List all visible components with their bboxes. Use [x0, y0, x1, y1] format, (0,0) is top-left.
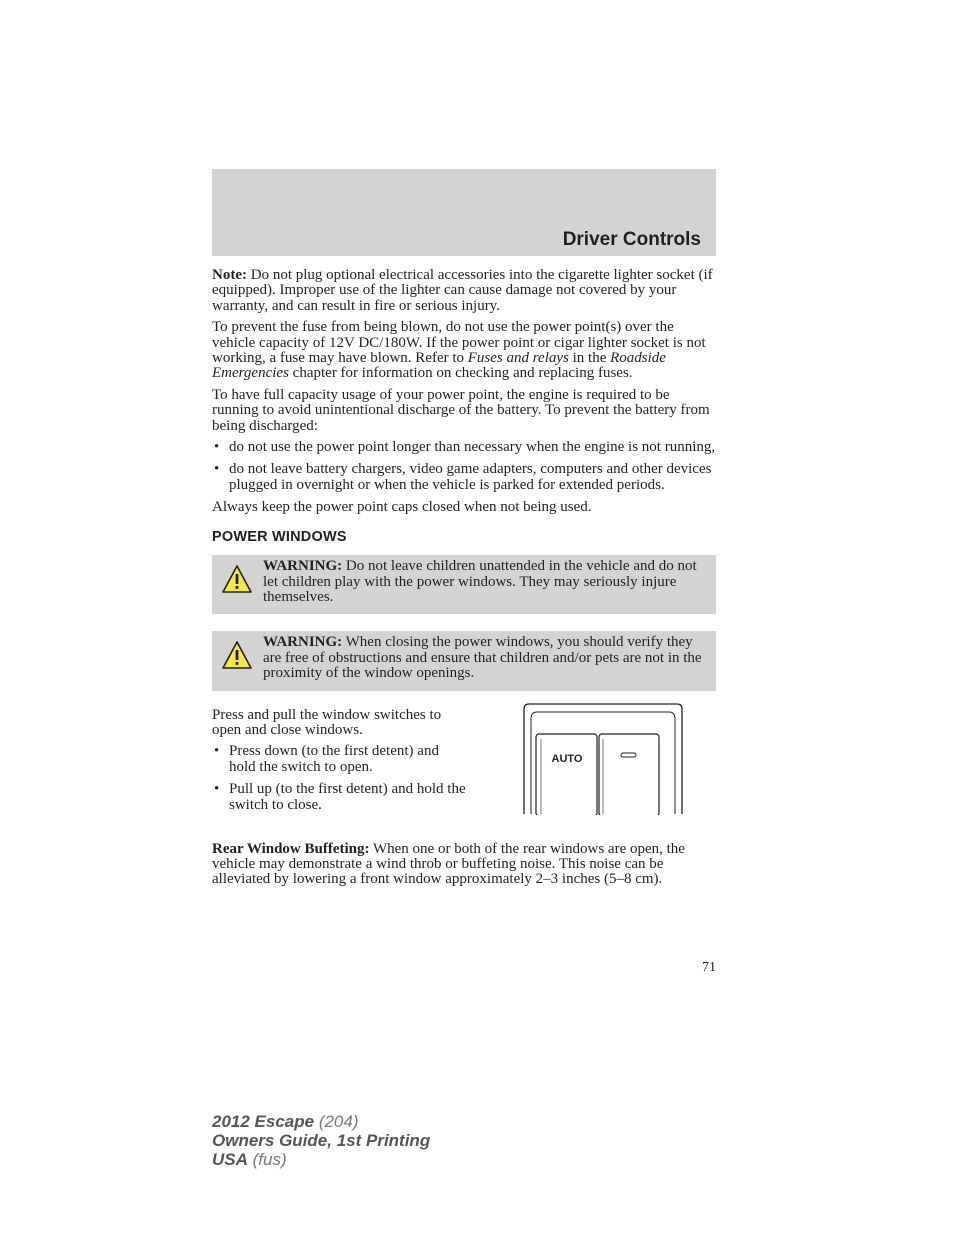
- footer-guide: Owners Guide, 1st Printing: [212, 1131, 431, 1150]
- window-bullet-list: [212, 744, 467, 813]
- footer-model: 2012 Escape: [212, 1112, 315, 1131]
- window-instructions: [212, 708, 467, 820]
- fuse-text-3: chapter for information on checking and replacing fuses.: [288, 365, 633, 382]
- list-item-text: do not use the power point longer than necessary when the engine is not running,: [229, 439, 716, 456]
- rear-buffeting-text: When one or both of the rear windows are open, the vehicle may demonstrate a wind throb or buffeting noise. This noise can be alleviated by lowering a front window approximately 2–3 inches (5–8 cm).: [212, 840, 685, 888]
- fuse-text-1: To prevent the fuse from being blown, do not use the power point(s) over the vehicle capacity of 12V DC/180W. If the power point or cigar lighter socket is not working, a fuse may have blown. Refer to: [212, 319, 706, 367]
- caps-paragraph: Always keep the power point caps closed when not being used.: [212, 499, 592, 516]
- warning-box: [212, 631, 716, 690]
- footer-guide-line: [212, 1131, 430, 1150]
- footer-market: USA: [212, 1150, 248, 1169]
- window-intro: Press and pull the window switches to open and close windows.: [212, 706, 442, 738]
- warning-triangle-icon: [221, 640, 253, 670]
- list-item: [212, 462, 716, 493]
- footer-market-code: (fus): [247, 1150, 287, 1169]
- capacity-bullet-list: [212, 440, 716, 493]
- footer-market-line: [212, 1150, 430, 1169]
- warning-text: When closing the power windows, you should verify they are free of obstructions and ensure that children and/or pets are not in the proximity of the window openings.: [263, 634, 702, 682]
- fuses-relays-reference: Fuses and relays: [467, 350, 569, 367]
- footer-model-line: [212, 1112, 430, 1131]
- fuse-text-2: in the: [568, 350, 611, 367]
- note-label: Note:: [212, 267, 247, 283]
- fuse-paragraph: [212, 320, 716, 382]
- warning-label: WARNING:: [263, 634, 343, 651]
- warning-label: WARNING:: [263, 558, 343, 575]
- note-paragraph: [212, 268, 716, 314]
- page-content: [212, 268, 716, 894]
- auto-switch-label: AUTO: [551, 752, 583, 765]
- list-item: [212, 782, 467, 813]
- bullet-dot-icon: •: [214, 439, 220, 456]
- warning-text: Do not leave children unattended in the vehicle and do not let children play with the power windows. They may seriously injure themselves.: [263, 558, 697, 605]
- warning-triangle-icon: [221, 564, 253, 594]
- footer-imprint: [212, 1112, 430, 1169]
- chapter-title: Driver Controls: [562, 229, 701, 250]
- capacity-paragraph: To have full capacity usage of your power point, the engine is required to be running to avoid unintentional discharge of the battery. To prevent the battery from being discharged:: [212, 386, 710, 434]
- page-number: 71: [702, 960, 716, 975]
- list-item-text: Press down (to the first detent) and hold the switch to open.: [229, 743, 439, 775]
- footer-model-code: (204): [314, 1112, 359, 1131]
- window-switch-section: [212, 708, 716, 834]
- rear-buffeting-paragraph: [212, 842, 716, 888]
- bullet-dot-icon: •: [214, 743, 220, 760]
- warning-box: [212, 555, 716, 614]
- rear-buffeting-label: Rear Window Buffeting:: [212, 840, 370, 857]
- section-heading: POWER WINDOWS: [212, 528, 347, 545]
- note-text: Do not plug optional electrical accessories into the cigarette lighter socket (if equipped). Improper use of the lighter can cause damage not covered by your warranty, and can result in fire or serious injury.: [212, 267, 713, 314]
- list-item: [212, 744, 467, 775]
- roadside-emergencies-reference: Roadside Emergencies: [212, 350, 666, 382]
- bullet-dot-icon: •: [214, 461, 220, 478]
- window-switch-illustration: [520, 703, 686, 815]
- list-item-text: do not leave battery chargers, video game adapters, computers and other devices plugged in overnight or when the vehicle is parked for extended periods.: [229, 461, 712, 493]
- chapter-header-band: [212, 169, 716, 256]
- list-item: [212, 440, 716, 455]
- bullet-dot-icon: •: [214, 781, 220, 798]
- list-item-text: Pull up (to the first detent) and hold the switch to close.: [229, 781, 466, 813]
